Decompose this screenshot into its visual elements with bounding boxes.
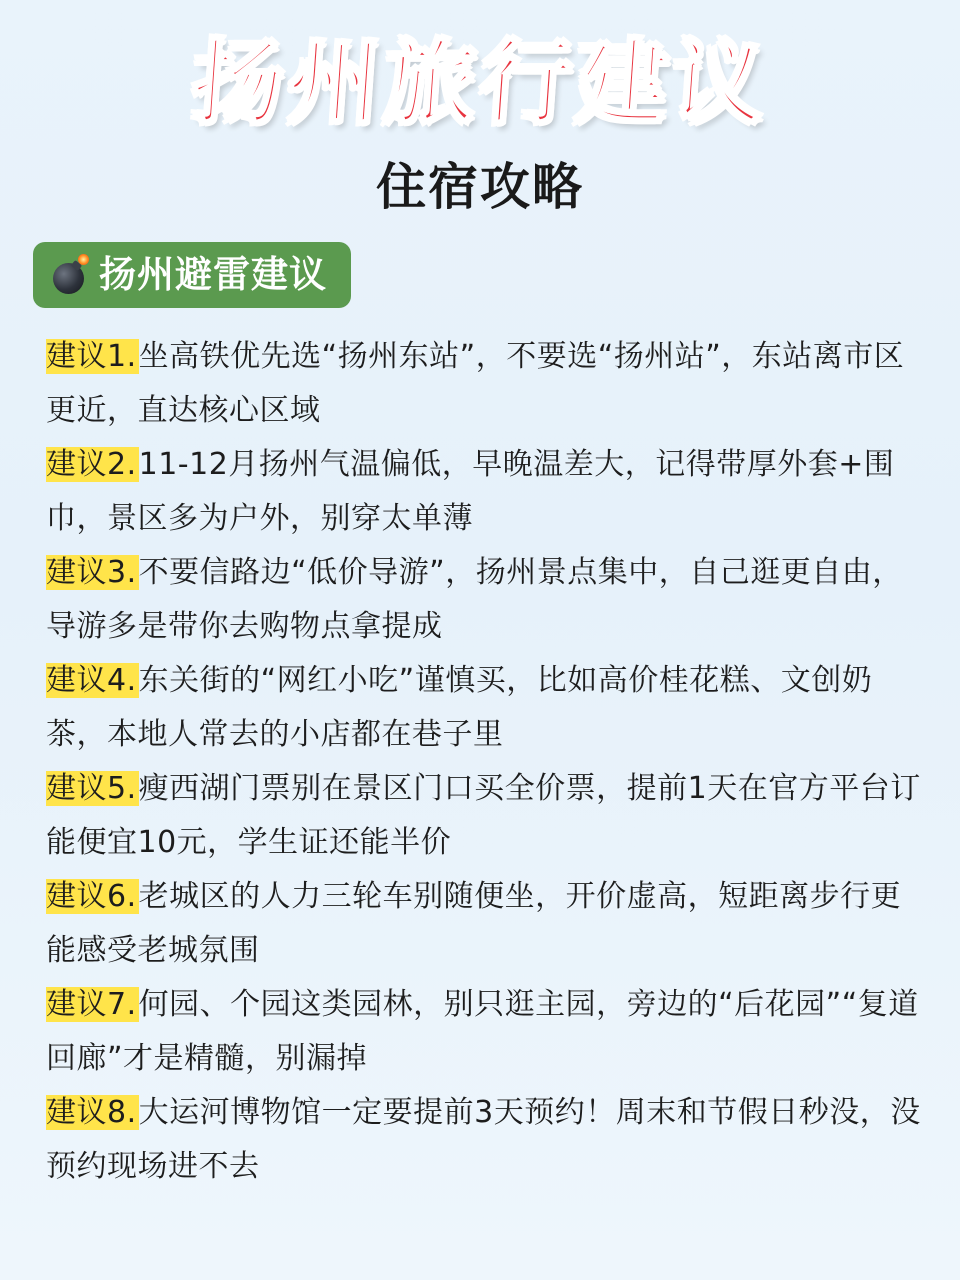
tip-tag: 建议2.: [46, 447, 137, 482]
tip-tag: 建议1.: [46, 339, 137, 374]
bomb-icon: [51, 254, 93, 296]
section-header: [33, 242, 351, 308]
tip-item: [46, 1086, 926, 1194]
tip-tag: 建议5.: [46, 771, 137, 806]
tip-item: [46, 762, 926, 870]
tip-tag: 建议4.: [46, 663, 137, 698]
tip-item: [46, 978, 926, 1086]
tip-text: 大运河博物馆一定要提前3天预约！周末和节假日秒没，没预约现场进不去: [46, 1095, 921, 1184]
page-subtitle: 住宿攻略: [376, 158, 584, 216]
tip-text: 坐高铁优先选“扬州东站”，不要选“扬州站”，东站离市区更近，直达核心区域: [46, 339, 905, 428]
tip-item: [46, 330, 926, 438]
tips-list: [46, 330, 926, 1194]
tip-text: 东关街的“网红小吃”谨慎买，比如高价桂花糕、文创奶茶，本地人常去的小店都在巷子里: [46, 663, 873, 752]
tip-text: 11-12月扬州气温偏低，早晚温差大，记得带厚外套+围巾，景区多为户外，别穿太单薄: [46, 447, 895, 536]
tip-item: [46, 654, 926, 762]
tip-text: 老城区的人力三轮车别随便坐，开价虚高，短距离步行更能感受老城氛围: [46, 879, 902, 968]
tip-tag: 建议8.: [46, 1095, 137, 1130]
tip-tag: 建议3.: [46, 555, 137, 590]
tip-tag: 建议7.: [46, 987, 137, 1022]
page-title: 扬州旅行建议: [188, 30, 772, 137]
tip-tag: 建议6.: [46, 879, 137, 914]
tip-item: [46, 870, 926, 978]
tip-text: 何园、个园这类园林，别只逛主园，旁边的“后花园”“复道回廊”才是精髓，别漏掉: [46, 987, 919, 1076]
tip-item: [46, 438, 926, 546]
section-label: 扬州避雷建议: [99, 253, 327, 296]
tip-item: [46, 546, 926, 654]
tip-text: 瘦西湖门票别在景区门口买全价票，提前1天在官方平台订能便宜10元，学生证还能半价: [46, 771, 921, 860]
tip-text: 不要信路边“低价导游”，扬州景点集中，自己逛更自由，导游多是带你去购物点拿提成: [46, 555, 903, 644]
